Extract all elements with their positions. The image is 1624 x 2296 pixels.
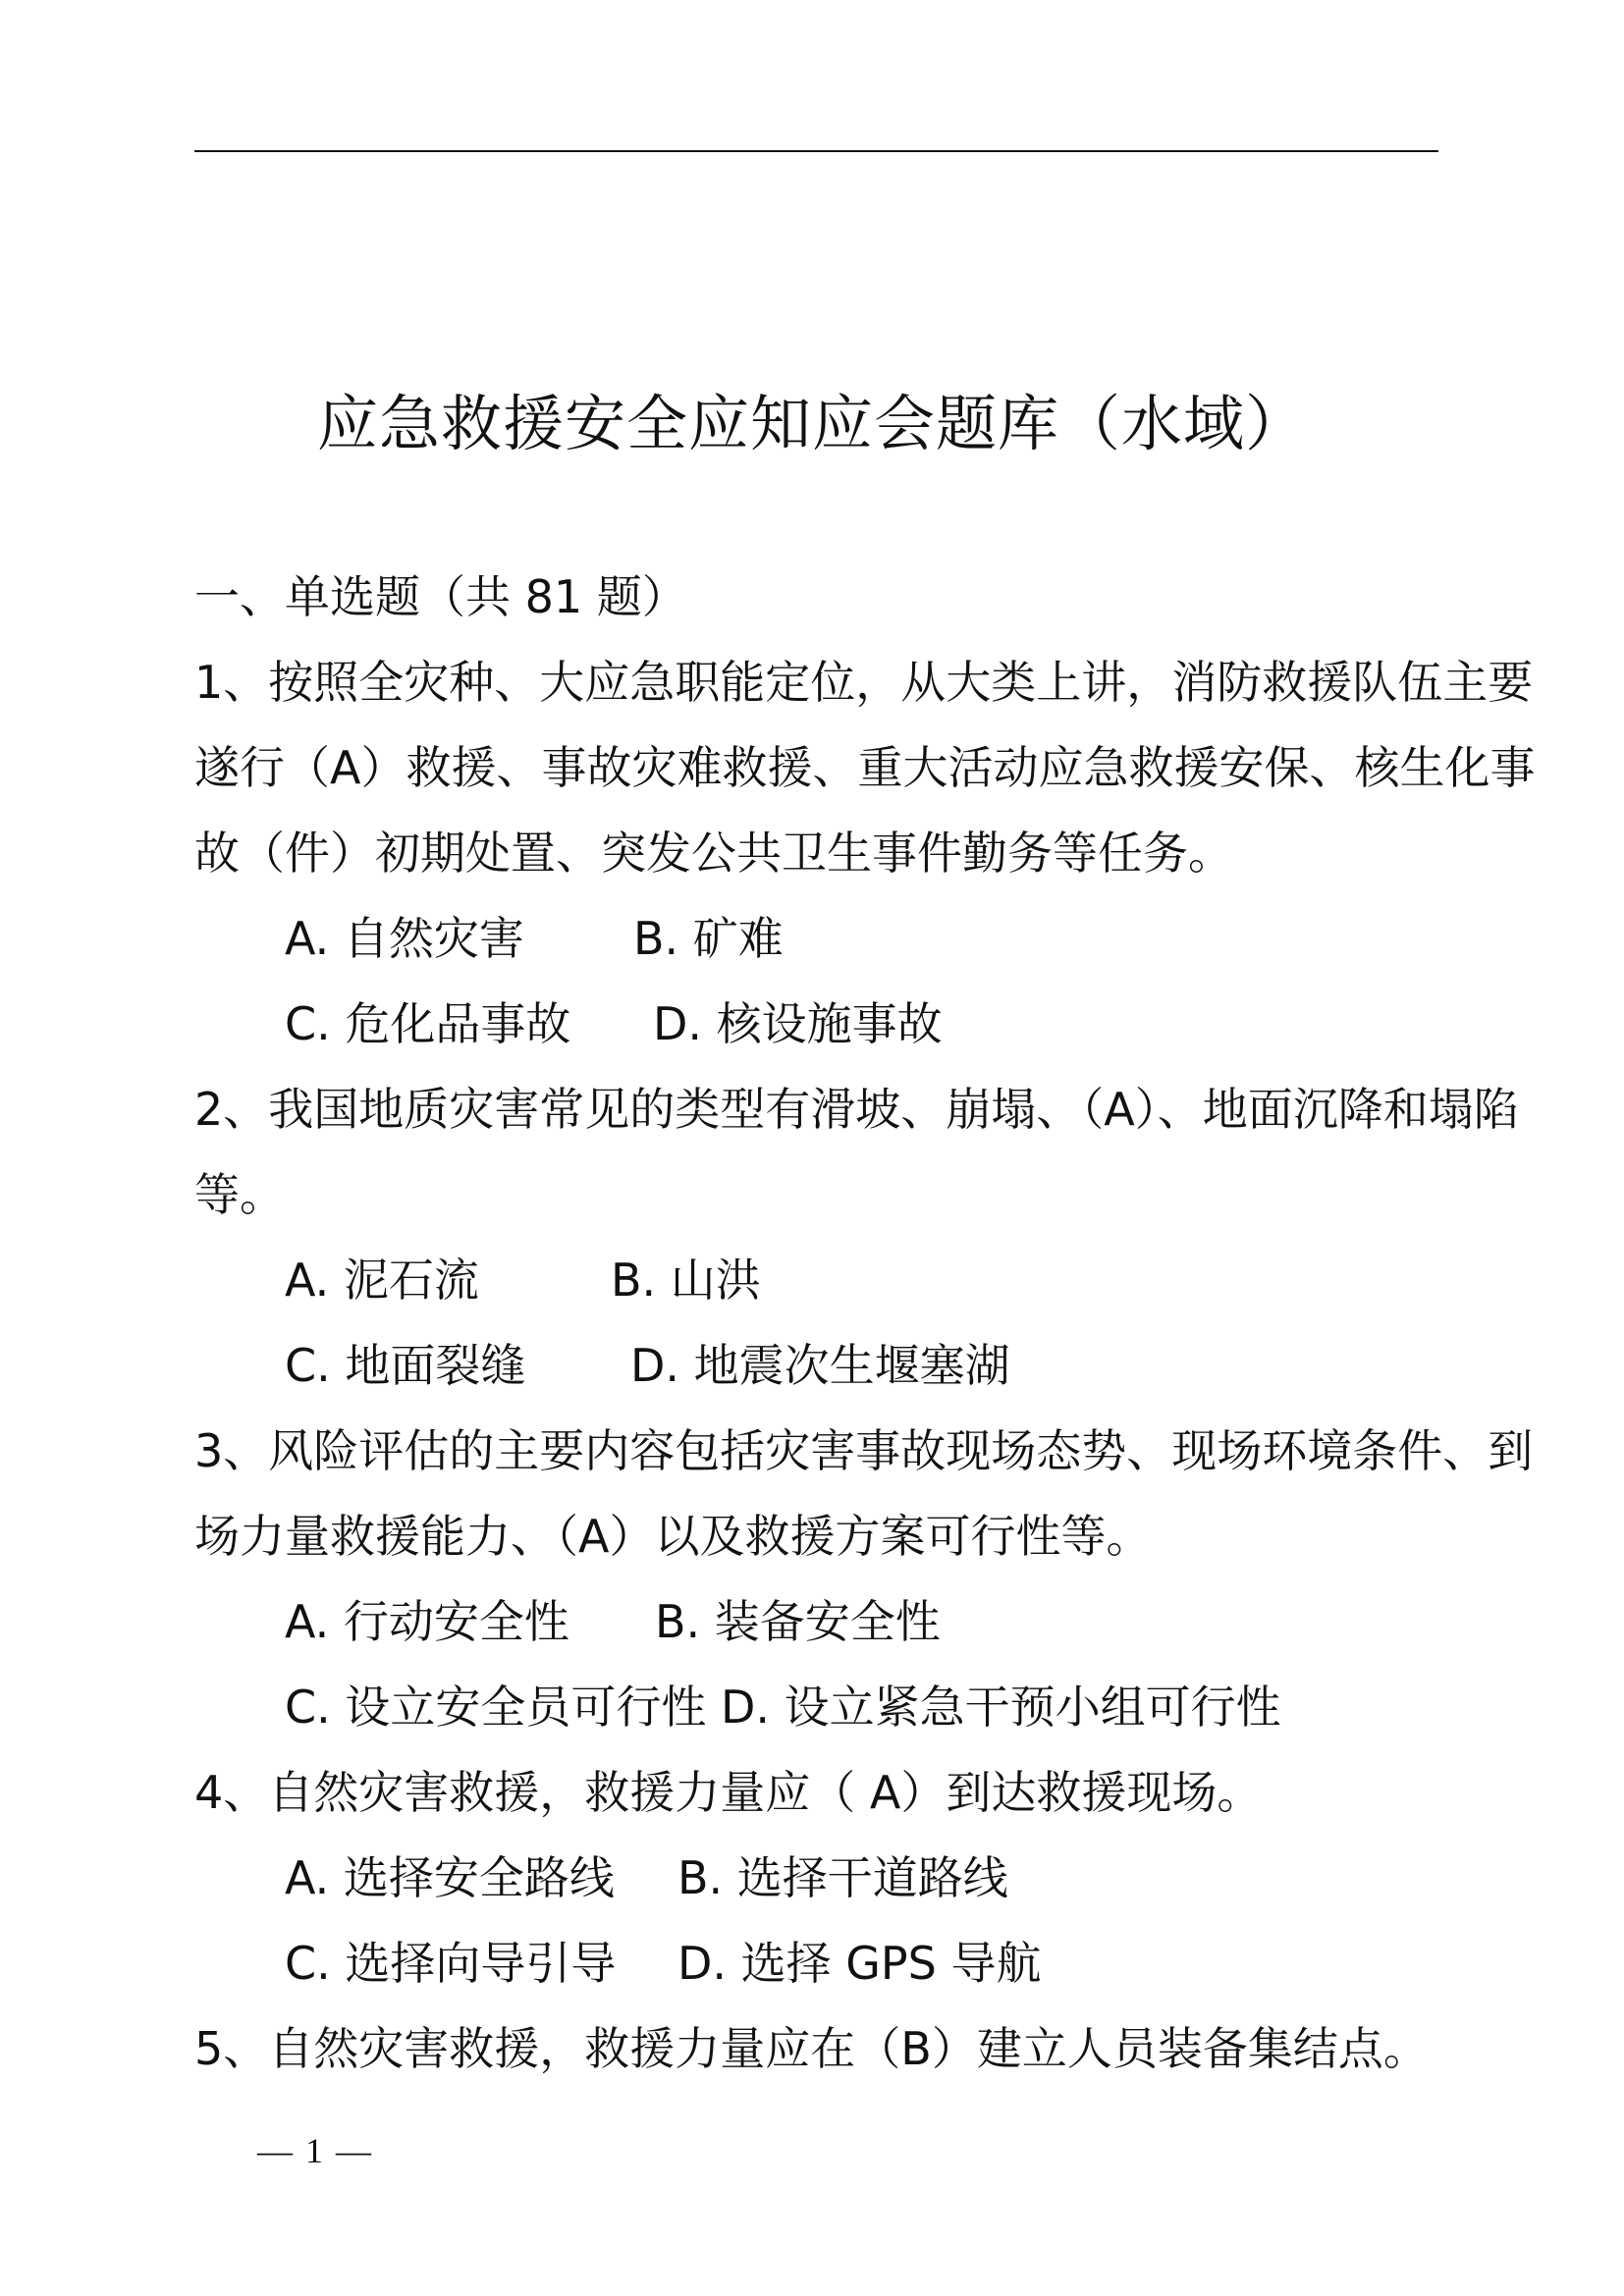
question-1-option-c: C. 危化品事故 (285, 997, 571, 1050)
question-2-option-c: C. 地面裂缝 (285, 1339, 526, 1392)
question-4-option-b: B. 选择干道路线 (677, 1851, 1008, 1904)
question-2-option-b: B. 山洪 (611, 1254, 761, 1307)
question-1-option-a: A. 自然灾害 (285, 912, 524, 965)
section-heading: 一、单选题（共 81 题） (194, 570, 687, 623)
question-1-line-2: 遂行（A）救援、事故灾难救援、重大活动应急救援安保、核生化事 (194, 741, 1536, 794)
question-1-option-d: D. 核设施事故 (653, 997, 943, 1050)
question-3-line-1: 3、风险评估的主要内容包括灾害事故现场态势、现场环境条件、到 (194, 1424, 1534, 1477)
question-3-option-a: A. 行动安全性 (285, 1595, 569, 1648)
question-1-option-b: B. 矿难 (633, 912, 784, 965)
question-1-line-3: 故（件）初期处置、突发公共卫生事件勤务等任务。 (194, 827, 1233, 880)
page-number: — 1 — (257, 2131, 373, 2170)
question-1-line-1: 1、按照全灾种、大应急职能定位，从大类上讲，消防救援队伍主要 (194, 656, 1534, 709)
header-rule (194, 150, 1438, 152)
question-2-option-d: D. 地震次生堰塞湖 (630, 1339, 1010, 1392)
question-2-line-2: 等。 (194, 1168, 285, 1221)
question-3-option-b: B. 装备安全性 (655, 1595, 941, 1648)
question-3-line-2: 场力量救援能力、（A）以及救援方案可行性等。 (194, 1510, 1152, 1563)
question-4-line-1: 4、自然灾害救援，救援力量应（ A）到达救援现场。 (194, 1766, 1263, 1819)
page-title: 应急救援安全应知应会题库（水域） (316, 388, 1307, 459)
question-5-line-1: 5、自然灾害救援，救援力量应在（B）建立人员装备集结点。 (194, 2022, 1429, 2075)
question-2-option-a: A. 泥石流 (285, 1254, 479, 1307)
question-4-option-c: C. 选择向导引导 (285, 1937, 617, 1990)
question-4-option-d: D. 选择 GPS 导航 (677, 1937, 1042, 1990)
question-3-option-d: D. 设立紧急干预小组可行性 (721, 1681, 1281, 1734)
question-3-option-c: C. 设立安全员可行性 (285, 1681, 707, 1734)
question-4-option-a: A. 选择安全路线 (285, 1851, 615, 1904)
question-2-line-1: 2、我国地质灾害常见的类型有滑坡、崩塌、（A）、地面沉降和塌陷 (194, 1083, 1519, 1136)
